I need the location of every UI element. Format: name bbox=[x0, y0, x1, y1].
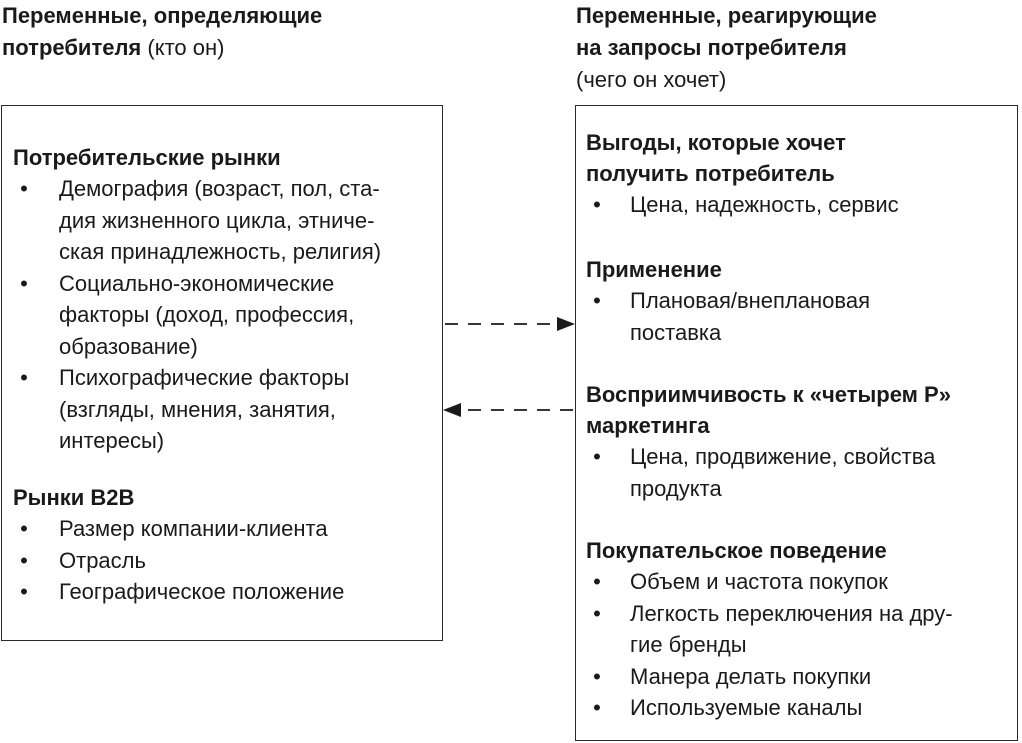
right-header-bold: Переменные, реагирующие на запросы потребителя bbox=[576, 3, 877, 60]
bullet-icon: • bbox=[20, 579, 28, 604]
arrow-right-to-left bbox=[443, 403, 573, 417]
list-item-text: Демография (возраст, пол, ста- дия жизненного цикла, этниче- ская принадлежность, религия) bbox=[59, 176, 382, 264]
right-header-note: (чего он хочет) bbox=[576, 67, 727, 92]
list-item-text: Объем и частота покупок bbox=[630, 569, 888, 594]
list-item-text: Цена, продвижение, свойства продукта bbox=[630, 444, 936, 501]
bullet-icon: • bbox=[593, 444, 601, 469]
usage-title: Применение bbox=[586, 257, 722, 282]
bullet-icon: • bbox=[20, 176, 28, 201]
consumer-markets-title: Потребительские рынки bbox=[13, 145, 281, 170]
bullet-icon: • bbox=[593, 695, 601, 720]
receptiveness-title: Восприимчивость к «четырем P» маркетинга bbox=[586, 382, 951, 438]
list-item-text: Используемые каналы bbox=[630, 695, 863, 720]
b2b-markets-title: Рынки B2B bbox=[13, 485, 135, 510]
buying-behavior-title: Покупательское поведение bbox=[586, 538, 887, 563]
list-item-text: Отрасль bbox=[59, 547, 146, 573]
arrow-left-to-right bbox=[445, 317, 575, 331]
bullet-icon: • bbox=[593, 569, 601, 594]
list-item-text: Размер компании-клиента bbox=[59, 516, 328, 541]
list-item-text: Цена, надежность, сервис bbox=[630, 192, 899, 217]
bullet-icon: • bbox=[593, 663, 601, 689]
list-item-text: Психографические факторы (взгляды, мнения, занятия, интересы) bbox=[59, 365, 350, 453]
left-header-bold: Переменные, определяющие потребителя bbox=[2, 3, 323, 60]
bullet-icon: • bbox=[20, 547, 28, 573]
bullet-icon: • bbox=[593, 192, 601, 217]
list-item-text: Манера делать покупки bbox=[630, 663, 872, 689]
left-header-note: (кто он) bbox=[141, 35, 225, 60]
list-item-text: Географическое положение bbox=[59, 579, 345, 604]
list-item-text: Легкость переключения на дру- гие бренды bbox=[630, 600, 953, 657]
bullet-icon: • bbox=[20, 365, 28, 390]
bullet-icon: • bbox=[20, 516, 28, 541]
bullet-icon: • bbox=[593, 288, 601, 313]
list-item-text: Социально-экономические факторы (доход, профессия, образование) bbox=[59, 270, 355, 359]
bullet-icon: • bbox=[593, 600, 601, 626]
benefits-title: Выгоды, которые хочет получить потребитель bbox=[586, 130, 846, 186]
bullet-icon: • bbox=[20, 270, 28, 296]
list-item-text: Плановая/внеплановая поставка bbox=[630, 288, 871, 345]
